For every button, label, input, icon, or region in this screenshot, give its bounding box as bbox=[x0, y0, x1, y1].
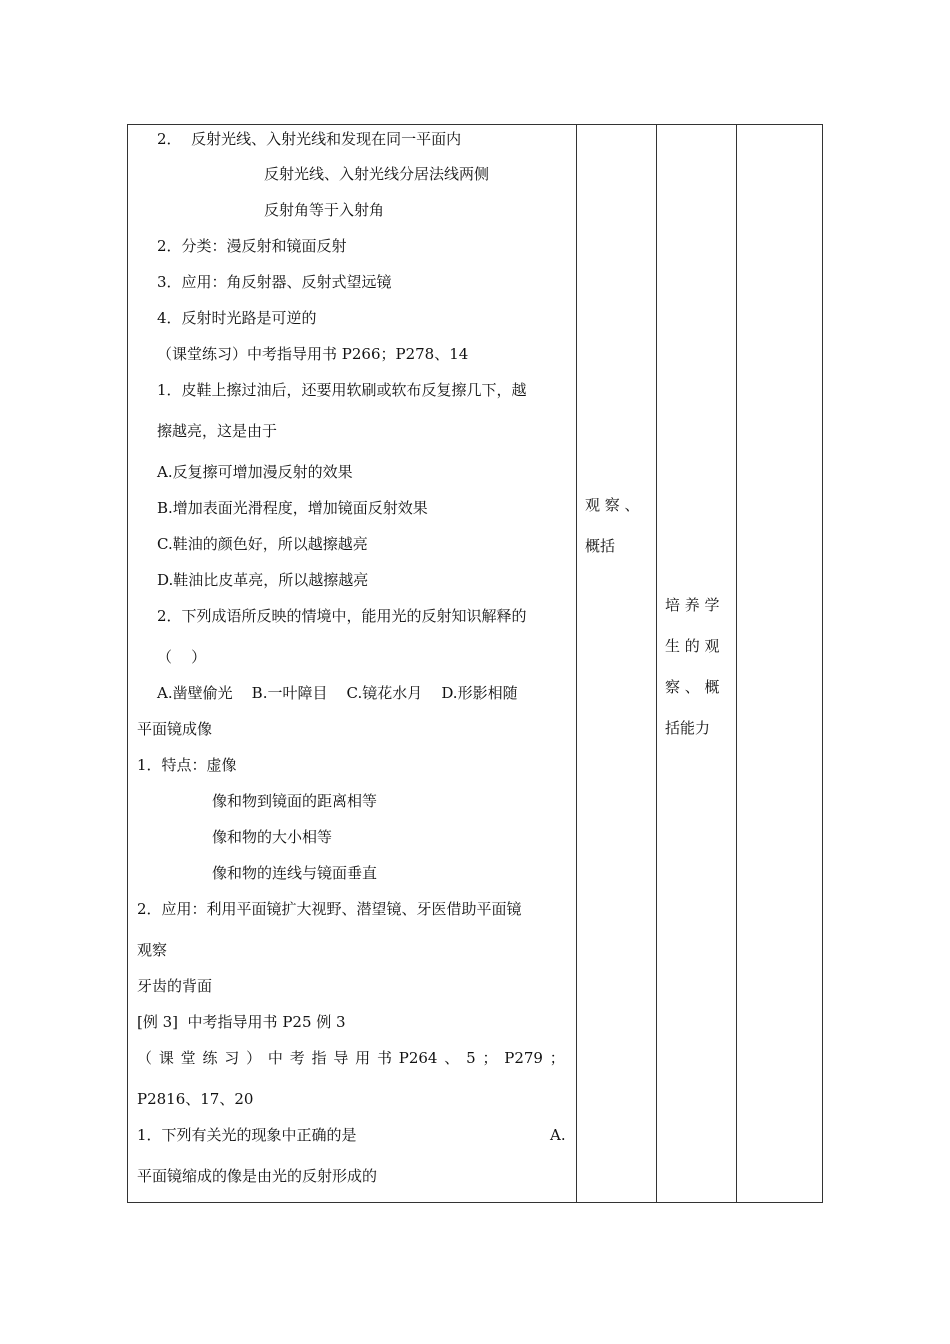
design-intent: 生 的 观 bbox=[665, 637, 720, 655]
content-line: P2816、17、20 bbox=[137, 1090, 254, 1108]
column-divider bbox=[656, 125, 657, 1202]
option-a-label: A. bbox=[550, 1126, 566, 1144]
content-line: 像和物到镜面的距离相等 bbox=[212, 792, 378, 810]
option-d: D.鞋油比皮革亮，所以越擦越亮 bbox=[157, 571, 369, 589]
design-intent: 察 、 概 bbox=[665, 678, 720, 696]
column-divider bbox=[736, 125, 737, 1202]
question-1: 1．皮鞋上擦过油后，还要用软刷或软布反复擦几下，越 bbox=[157, 381, 527, 399]
example-reference: [例 3] 中考指导用书 P25 例 3 bbox=[137, 1013, 346, 1031]
design-intent: 括能力 bbox=[665, 719, 711, 737]
design-intent: 培 养 学 bbox=[665, 596, 720, 614]
content-line: 1．特点：虚像 bbox=[137, 756, 237, 774]
question-2: 2．下列成语所反映的情境中，能用光的反射知识解释的 bbox=[157, 607, 527, 625]
option-b: B.增加表面光滑程度，增加镜面反射效果 bbox=[157, 499, 428, 517]
content-line: 2．分类：漫反射和镜面反射 bbox=[157, 237, 347, 255]
content-line: 观察 bbox=[137, 941, 168, 959]
option-a: A.反复擦可增加漫反射的效果 bbox=[157, 463, 353, 481]
content-line: 反射角等于入射角 bbox=[264, 201, 385, 219]
content-line: 像和物的连线与镜面垂直 bbox=[212, 864, 378, 882]
exercise-reference-justified: （ 课 堂 练 习 ） 中 考 指 导 用 书 P264 、 5 ； P279 ； bbox=[137, 1049, 565, 1067]
answer-blank: （ ） bbox=[157, 648, 207, 666]
student-activity: 观 察 、 bbox=[585, 496, 640, 514]
column-divider bbox=[576, 125, 577, 1202]
option-c: C.鞋油的颜色好，所以越擦越亮 bbox=[157, 535, 368, 553]
content-line: 2． 反射光线、入射光线和发现在同一平面内 bbox=[157, 130, 462, 148]
content-line: 2．应用：利用平面镜扩大视野、潜望镜、牙医借助平面镜 bbox=[137, 900, 522, 918]
section-heading: 平面镜成像 bbox=[137, 720, 213, 738]
content-line: 4．反射时光路是可逆的 bbox=[157, 309, 317, 327]
exercise-reference: （课堂练习）中考指导用书 P266；P278、14 bbox=[157, 345, 469, 363]
content-line: 像和物的大小相等 bbox=[212, 828, 333, 846]
student-activity-continued: 概括 bbox=[585, 537, 616, 555]
content-line: 反射光线、入射光线分居法线两侧 bbox=[264, 165, 490, 183]
content-line: 牙齿的背面 bbox=[137, 977, 213, 995]
question-1-continued: 擦越亮，这是由于 bbox=[157, 422, 278, 440]
question-2-options: A.凿壁偷光 B.一叶障目 C.镜花水月 D.形影相随 bbox=[157, 684, 518, 702]
option-a-text: 平面镜缩成的像是由光的反射形成的 bbox=[137, 1167, 378, 1185]
content-line: 3．应用：角反射器、反射式望远镜 bbox=[157, 273, 392, 291]
question-3: 1．下列有关光的现象中正确的是 bbox=[137, 1126, 357, 1144]
